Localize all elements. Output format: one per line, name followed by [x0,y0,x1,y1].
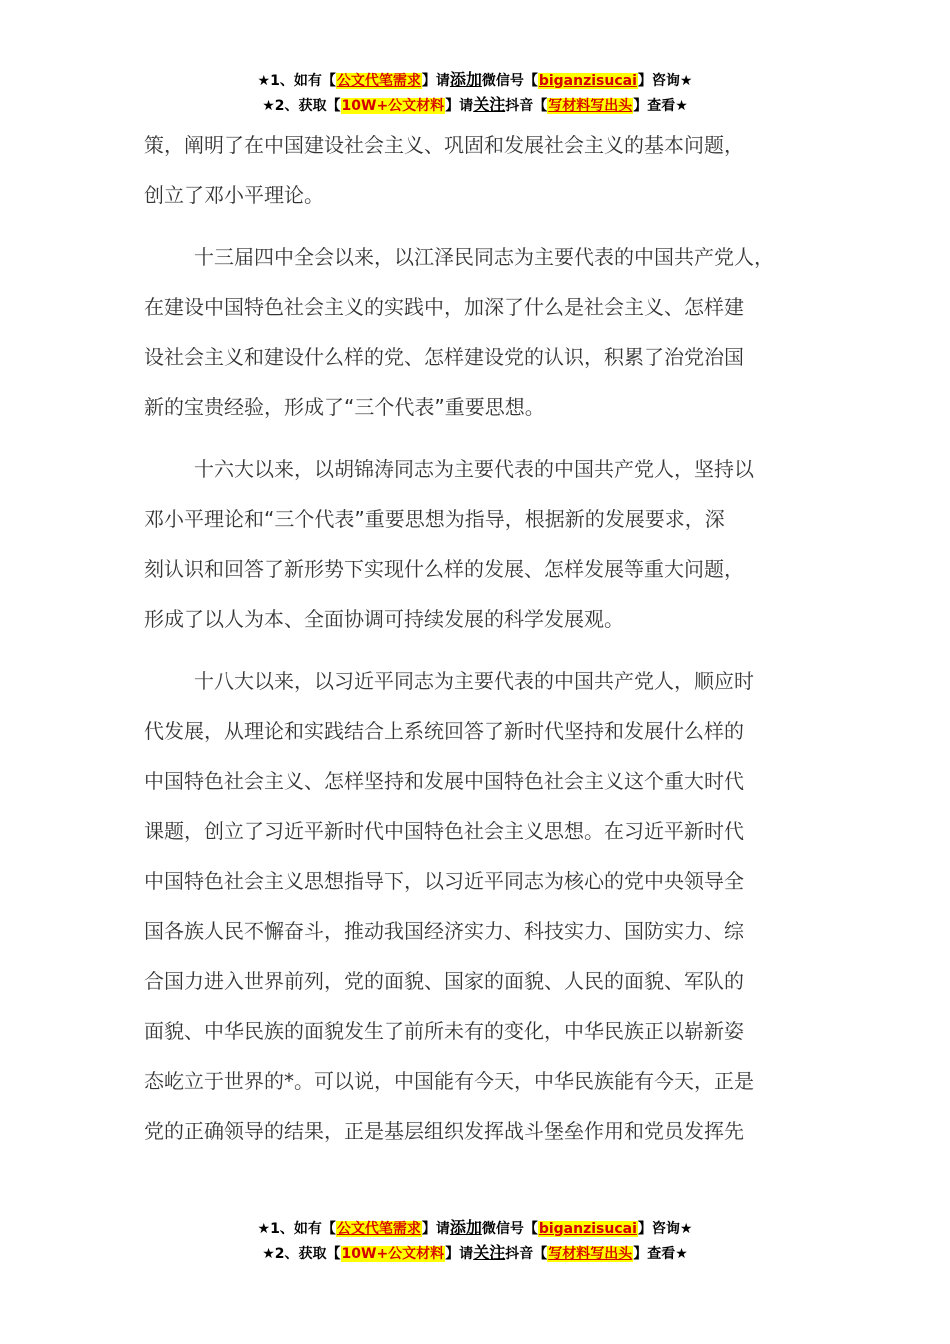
text-line: 新的宝贵经验，形成了“三个代表”重要思想。 [144,395,545,419]
footer-wechat-id: biganzisucai [538,1221,637,1237]
text-line: 代发展，从理论和实践结合上系统回答了新时代坚持和发展什么样的 [144,719,744,743]
text-line: 面貌、中华民族的面貌发生了前所未有的变化，中华民族正以崭新姿 [144,1019,744,1043]
header-line-2-suffix: 】查看★ [633,98,688,114]
text-line: 设社会主义和建设什么样的党、怎样建设党的认识，积累了治党治国 [144,345,744,369]
text-line: 十六大以来，以胡锦涛同志为主要代表的中国共产党人，坚持以 [194,457,754,481]
text-line: 中国特色社会主义、怎样坚持和发展中国特色社会主义这个重大时代 [144,769,744,793]
header-line-1 [0,68,950,93]
text-line: 合国力进入世界前列，党的面貌、国家的面貌、人民的面貌、军队的 [144,969,744,993]
text-line: 在建设中国特色社会主义的实践中，加深了什么是社会主义、怎样建 [144,295,744,319]
header-service-highlight: 公文代笔需求 [336,73,421,89]
paragraph-4 [144,656,816,1156]
footer-line-1-emphasis: 添加 [449,1218,482,1237]
footer-line-1 [0,1216,950,1241]
text-line: 十三届四中全会以来，以江泽民同志为主要代表的中国共产党人， [194,245,774,269]
paragraph-3 [144,444,816,644]
footer-line-2-mid: 】请 [445,1246,474,1262]
header-line-1-mid2: 微信号【 [481,73,538,89]
header-line-2-mid: 】请 [445,98,474,114]
header-douyin-id: 写材料写出头 [548,98,633,114]
footer-line-1-prefix: ★1、如有【 [257,1221,336,1237]
text-line: 课题，创立了习近平新时代中国特色社会主义思想。在习近平新时代 [144,819,744,843]
header-line-2 [0,93,950,118]
text-line: 形成了以人为本、全面协调可持续发展的科学发展观。 [144,607,624,631]
text-line: 国各族人民不懈奋斗，推动我国经济实力、科技实力、国防实力、综 [144,919,744,943]
footer-line-2 [0,1241,950,1266]
footer-materials-highlight: 10W+公文材料 [341,1246,445,1262]
header-line-1-prefix: ★1、如有【 [257,73,336,89]
text-line: 策，阐明了在中国建设社会主义、巩固和发展社会主义的基本问题， [144,133,744,157]
footer-banner [0,1216,950,1266]
footer-line-2-mid2: 抖音【 [505,1246,548,1262]
paragraph-2 [144,232,816,432]
header-line-2-mid2: 抖音【 [505,98,548,114]
text-line: 十八大以来，以习近平同志为主要代表的中国共产党人，顺应时 [194,669,754,693]
paragraph-1 [144,120,816,220]
document-body [144,120,816,1156]
text-line: 邓小平理论和“三个代表”重要思想为指导，根据新的发展要求，深 [144,507,725,531]
footer-service-highlight: 公文代笔需求 [336,1221,421,1237]
header-banner [0,68,950,118]
footer-line-2-emphasis: 关注 [473,1243,506,1262]
footer-line-2-prefix: ★2、获取【 [262,1246,341,1262]
header-line-2-emphasis: 关注 [473,95,506,114]
footer-douyin-id: 写材料写出头 [548,1246,633,1262]
footer-line-1-suffix: 】咨询★ [637,1221,693,1237]
header-materials-highlight: 10W+公文材料 [341,98,445,114]
text-line: 创立了邓小平理论。 [144,183,324,207]
text-line: 刻认识和回答了新形势下实现什么样的发展、怎样发展等重大问题， [144,557,744,581]
header-line-1-mid: 】请 [421,73,450,89]
header-line-1-emphasis: 添加 [449,70,482,89]
text-line: 态屹立于世界的*。可以说，中国能有今天，中华民族能有今天，正是 [144,1069,754,1093]
text-line: 党的正确领导的结果，正是基层组织发挥战斗堡垒作用和党员发挥先 [144,1119,744,1143]
header-line-1-suffix: 】咨询★ [637,73,693,89]
header-line-2-prefix: ★2、获取【 [262,98,341,114]
text-line: 中国特色社会主义思想指导下，以习近平同志为核心的党中央领导全 [144,869,744,893]
footer-line-1-mid: 】请 [421,1221,450,1237]
footer-line-2-suffix: 】查看★ [633,1246,688,1262]
footer-line-1-mid2: 微信号【 [481,1221,538,1237]
header-wechat-id: biganzisucai [538,73,637,89]
